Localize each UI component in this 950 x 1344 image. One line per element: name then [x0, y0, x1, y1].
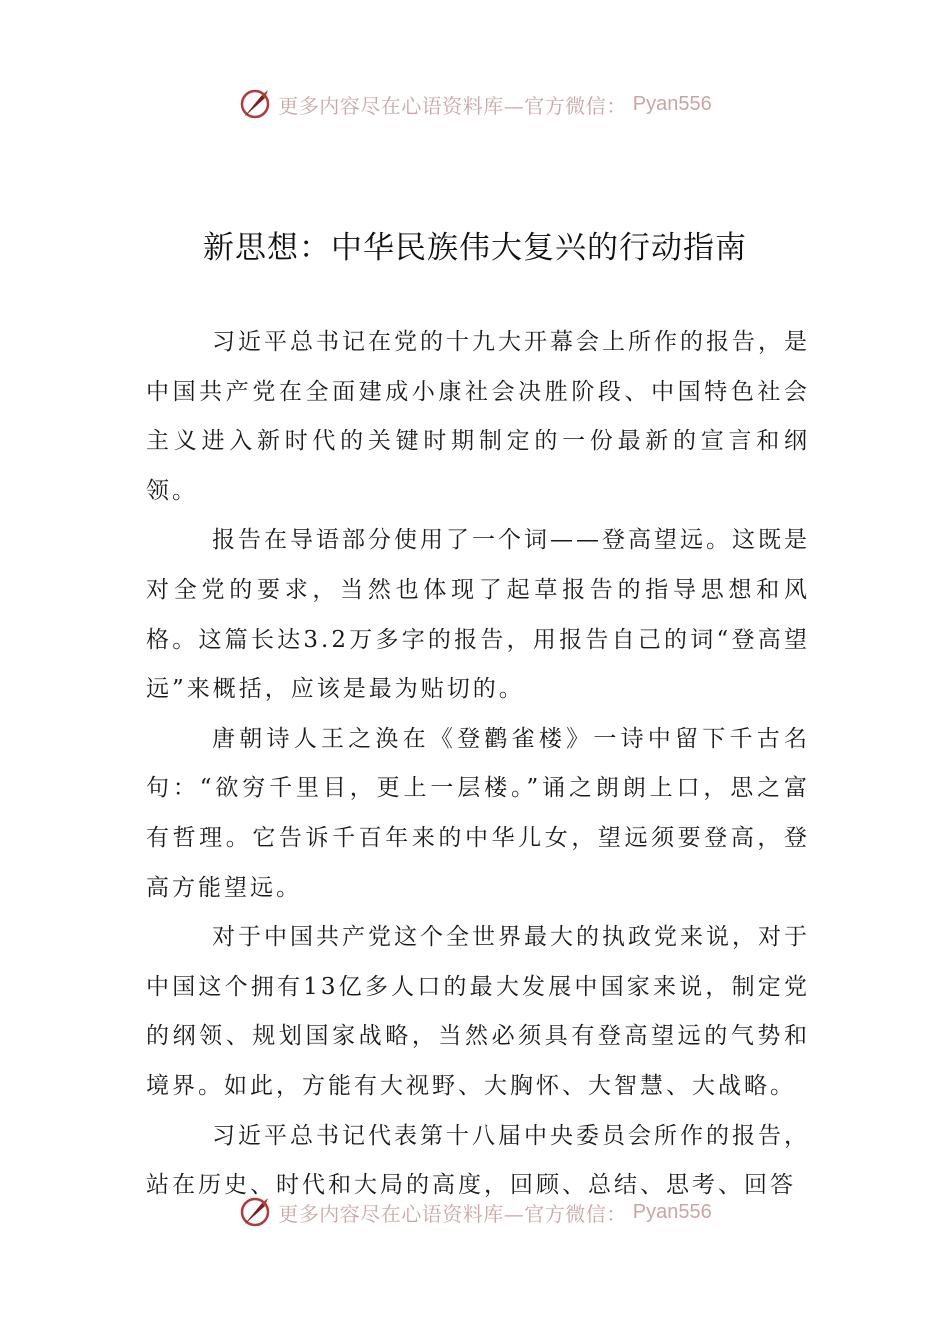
footer-banner	[0, 1192, 950, 1232]
quill-logo-icon	[238, 87, 272, 121]
paragraph: 习近平总书记在党的十九大开幕会上所作的报告，是中国共产党在全面建成小康社会决胜阶段、中国特色社会主义进入新时代的关键时期制定的一份最新的宣言和纲领。	[146, 329, 810, 504]
banner-text: 更多内容尽在心语资料库—官方微信：	[278, 93, 627, 118]
banner-text: 更多内容尽在心语资料库—官方微信：	[278, 1201, 627, 1226]
paragraph: 习近平总书记代表第十八届中央委员会所作的报告，站在历史、时代和大局的高度，回顾、总结、思考、回答	[146, 1122, 810, 1199]
banner-wechat-id: Pyan556	[632, 1200, 712, 1223]
page-title: 新思想：中华民族伟大复兴的行动指南	[203, 230, 747, 266]
paragraph: 唐朝诗人王之涣在《登鹳雀楼》一诗中留下千古名句：“欲穷千里目，更上一层楼。”诵之朗朗上口，思之富有哲理。它告诉千百年来的中华儿女，望远须要登高，登高方能望远。	[146, 725, 810, 901]
paragraph: 对于中国共产党这个全世界最大的执政党来说，对于中国这个拥有13亿多人口的最大发展中国家来说，制定党的纲领、规划国家战略，当然必须具有登高望远的气势和境界。如此，方能有大视野、大胸怀、大智慧、大战略。	[146, 924, 810, 1099]
banner-wechat-id: Pyan556	[632, 92, 712, 115]
header-banner	[0, 84, 950, 124]
paragraph: 报告在导语部分使用了一个词——登高望远。这既是对全党的要求，当然也体现了起草报告的指导思想和风格。这篇长达3.2万多字的报告，用报告自己的词“登高望远”来概括，应该是最为贴切的。	[146, 527, 810, 703]
article-body	[146, 318, 810, 1211]
quill-logo-icon	[238, 1195, 272, 1229]
